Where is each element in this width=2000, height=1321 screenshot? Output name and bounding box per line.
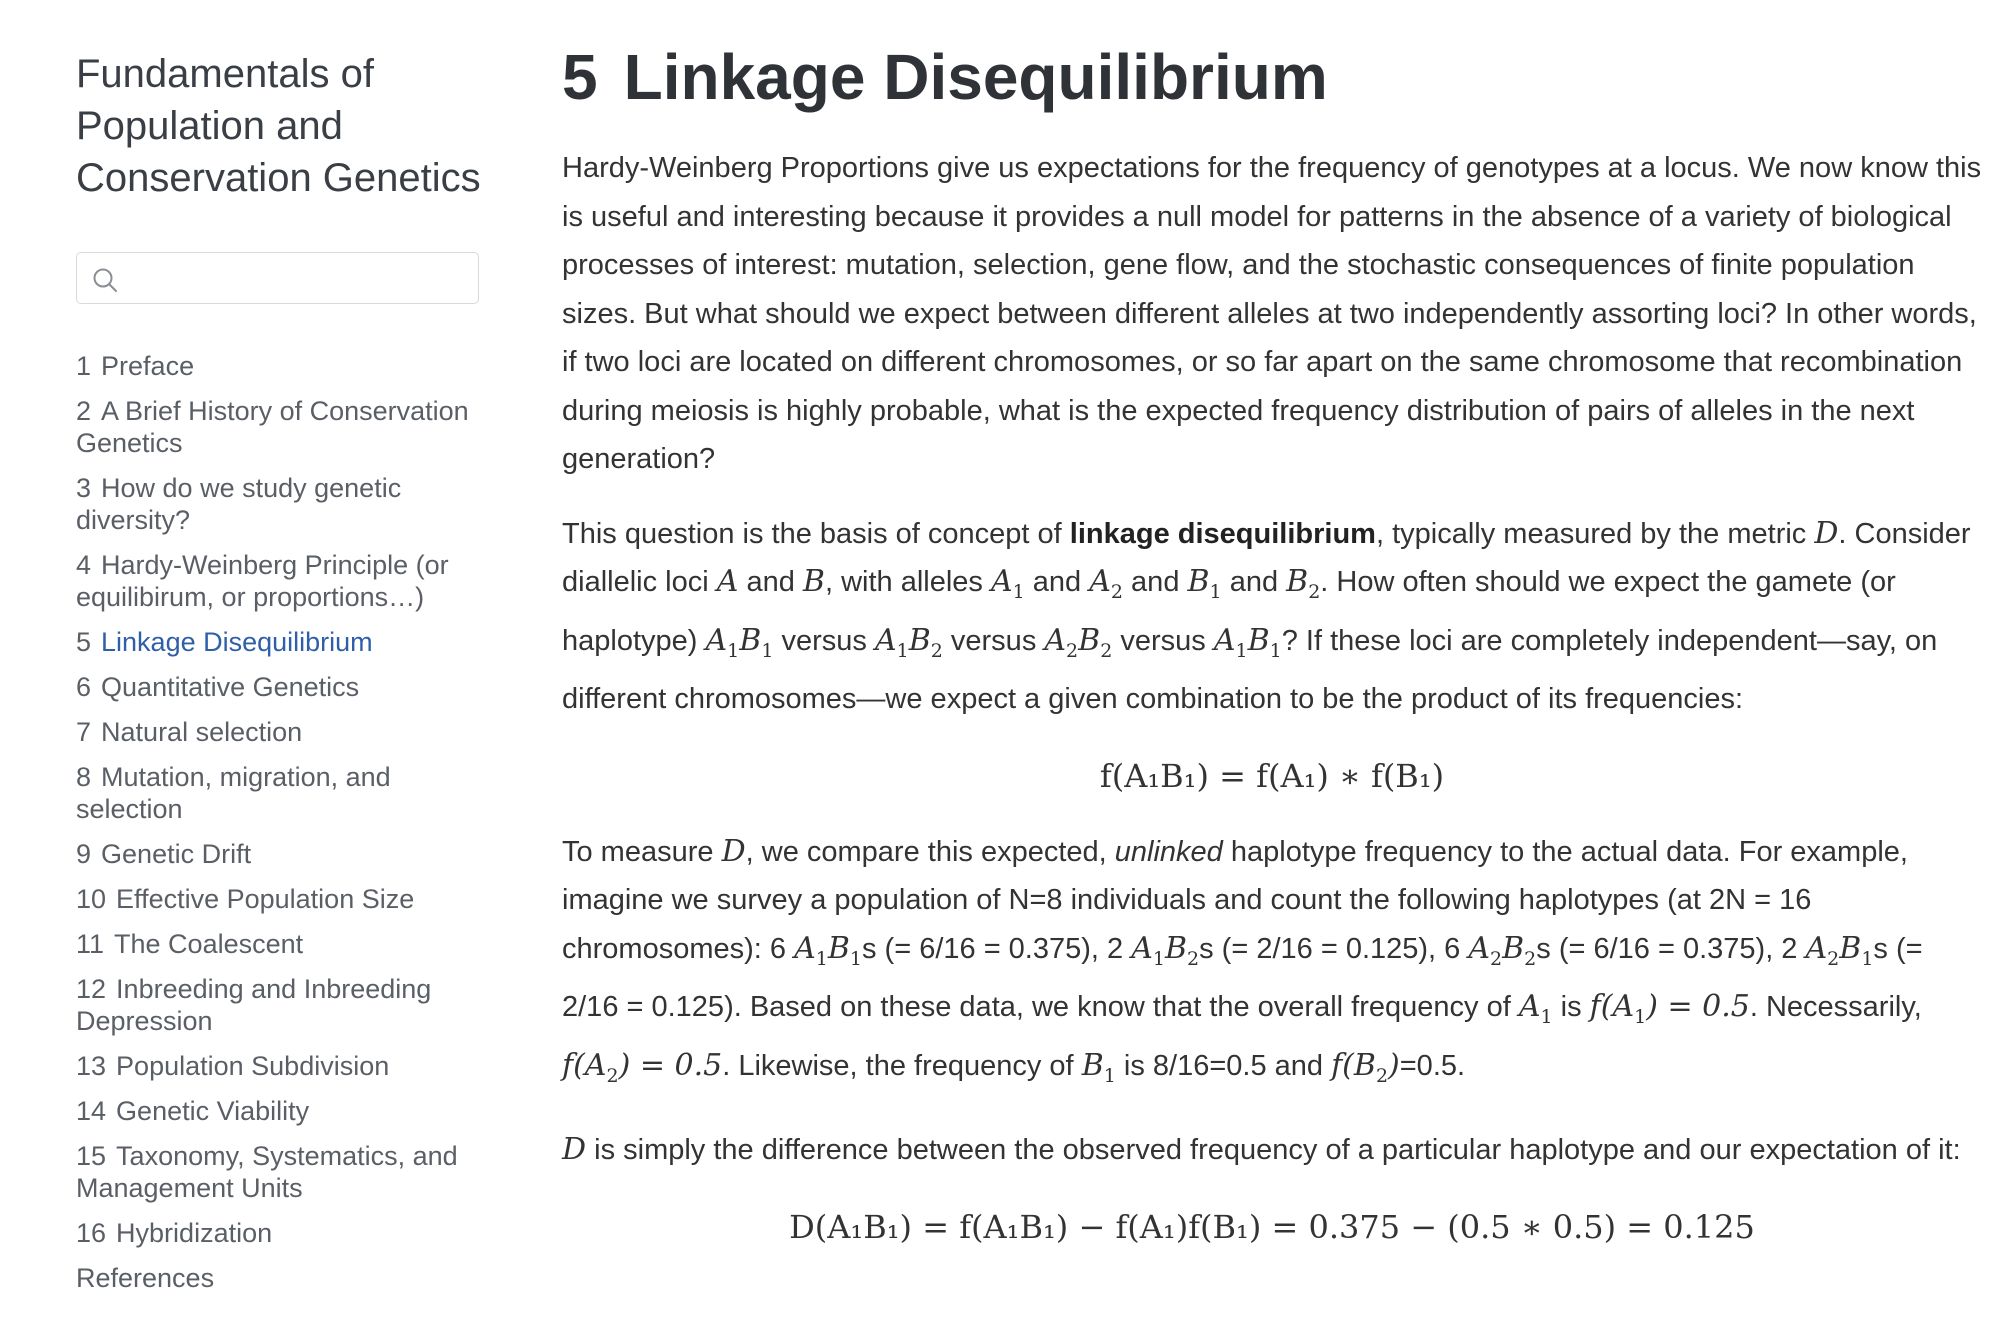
toc-item-coalescent[interactable]: 11 The Coalescent [76,929,304,959]
toc-item-hybridization[interactable]: 16 Hybridization [76,1218,273,1248]
equation-expected-frequency: f(A₁B₁) = f(A₁) ∗ f(B₁) [1099,756,1445,795]
toc-item-inbreeding[interactable]: 12 Inbreeding and Inbreeding Depression [76,974,432,1036]
search-icon [91,266,119,294]
equation-d-calculation: D(A₁B₁) = f(A₁B₁) − f(A₁)f(B₁) = 0.375 − (0.5 ∗ 0.5) = 0.125 [789,1207,1755,1246]
toc-item-preface[interactable]: 1 Preface [76,351,195,381]
toc-item-genetic-drift[interactable]: 9 Genetic Drift [76,839,252,869]
toc-item-effective-population-size[interactable]: 10 Effective Population Size [76,884,415,914]
toc-item-mutation-migration[interactable]: 8 Mutation, migration, and selection [76,762,391,824]
toc-item-hardy-weinberg[interactable]: 4 Hardy-Weinberg Principle (or equilibirum, or proportions…) [76,550,449,612]
paragraph-intro: Hardy-Weinberg Proportions give us expectations for the frequency of genotypes at a locus. We now know this is useful and interesting because it provides a null model for patterns in the absence of a variety of biological processes of interest: mutation, selection, gene flow, and the stochastic consequences of finite population sizes. But what should we expect between different alleles at two independently assorting loci? In other words, if two loci are located on different chromosomes, or so far apart on the same chromosome that recombination during meiosis is highly probable, what is the expected frequency distribution of pairs of alleles in the next generation? [562,152,1982,475]
paragraph-ld-definition: This question is the basis of concept of linkage disequilibrium, typically measured by the metric D. Consider diallelic loci A and B, with alleles $A_1$ and $A_2$ and $B_1$ and $B_2$. How often should we expect the gamete (or haplotype) $A_1B_1$ versus $A_1B_2$ versus $A_2B_2$ versus $A_1B_1$? If these loci are completely independent—say, on different chromosomes—we expect a given combination to be the product of its frequencies: [562,515,1971,715]
book-title[interactable]: Fundamentals of Population and Conservation Genetics [76,52,481,200]
sidebar [76,48,481,1307]
main-content [562,36,1982,1279]
table-of-contents [76,350,481,1294]
toc-item-quantitative-genetics[interactable]: 6 Quantitative Genetics [76,672,360,702]
search-box[interactable] [76,252,479,304]
toc-item-population-subdivision[interactable]: 13 Population Subdivision [76,1051,390,1081]
search-input[interactable] [127,261,461,297]
toc-item-genetic-viability[interactable]: 14 Genetic Viability [76,1096,310,1126]
paragraph-d-definition: D is simply the difference between the observed frequency of a particular haplotype and our expectation of it: [562,1132,1961,1167]
toc-item-history[interactable]: 2 A Brief History of Conservation Genetics [76,396,469,458]
toc-item-taxonomy[interactable]: 15 Taxonomy, Systematics, and Management Units [76,1141,458,1203]
paragraph-example: To measure D, we compare this expected, unlinked haplotype frequency to the actual data. For example, imagine we survey a population of N=8 individuals and count the following haplotypes (at 2N = 16 chromosomes): 6 $A_1B_1s$ (= 6/16 = 0.375), 2 $A_1B_2s$ (= 2/16 = 0.125), 6 $A_2B_2s$ (= 6/16 = 0.375), 2 $A_2B_1s$ (= 2/16 = 0.125). Based on these data, we know that the overall frequency of $A_1$ is $f(A_1) = 0.5$. Necessarily, $f(A_2) = 0.5$. Likewise, the frequency of $B_1$ is 8/16=0.5 and $f(B_2)=0.5$. [562,833,1923,1087]
toc-item-references[interactable]: References [76,1263,215,1293]
toc-item-study-diversity[interactable]: 3 How do we study genetic diversity? [76,473,402,535]
toc-item-natural-selection[interactable]: 7 Natural selection [76,717,303,747]
page-title: 5 Linkage Disequilibrium [562,41,1328,113]
toc-item-linkage-disequilibrium[interactable]: 5 Linkage Disequilibrium [76,627,373,657]
